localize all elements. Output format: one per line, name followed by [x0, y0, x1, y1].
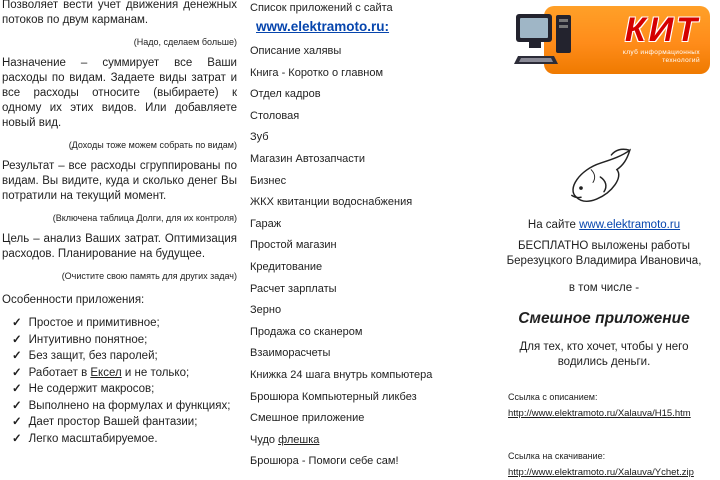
- feature-text: Простое и примитивное;: [28, 317, 160, 329]
- note-make-more: (Надо, сделаем больше): [133, 37, 237, 47]
- checkmark-icon: ✓: [12, 366, 22, 379]
- middle-column: [250, 2, 435, 477]
- purpose-paragraph: Назначение – суммирует все Ваши расходы по видам. Задаете виды затрат и все расходы относите (выбираете) к одному их этих видов. Или добавляете новый вид.: [2, 57, 237, 129]
- feature-text: Работает в Ексел и не только;: [28, 366, 190, 379]
- app-list-item: Чудо флешка: [250, 433, 320, 446]
- features-list: [2, 315, 237, 447]
- checkmark-icon: ✓: [12, 333, 22, 346]
- app-list-item: Расчет зарплаты: [250, 282, 337, 295]
- feature-text: Без защит, без паролей;: [28, 350, 158, 362]
- kit-logo: [518, 4, 710, 76]
- apps-list-link-line: [250, 18, 435, 36]
- feature-item: [12, 365, 237, 382]
- app-list-item: Простой магазин: [250, 239, 337, 252]
- feature-text: Легко масштабируемое.: [28, 432, 158, 445]
- note-free-memory: (Очистите свою память для других задач): [61, 271, 237, 281]
- feature-item: [12, 431, 237, 448]
- logo-title: КИТ: [624, 11, 700, 49]
- feature-item: [12, 414, 237, 431]
- description-link-block: [508, 391, 720, 421]
- download-link[interactable]: http://www.elektramoto.ru/Xalauva/Ychet.zip: [508, 467, 694, 478]
- note-debts-table: (Включена таблица Долги, для их контроля): [52, 213, 237, 223]
- feature-item: [12, 398, 237, 415]
- checkmark-icon: ✓: [12, 416, 22, 428]
- app-list-item: Кредитование: [250, 260, 323, 273]
- app-list-item: Зерно: [250, 304, 282, 317]
- app-list-item: Столовая: [250, 109, 300, 122]
- description-link-label: Ссылка с описанием:: [508, 392, 598, 402]
- app-list-item: Брошюра - Помоги себе сам!: [250, 455, 399, 468]
- feature-text: Выполнено на формулах и функциях;: [28, 399, 231, 412]
- logo-subtitle: клуб информационных технологий: [622, 49, 700, 64]
- site-link[interactable]: www.elektramoto.ru: [579, 219, 681, 231]
- note-incomes: (Доходы тоже можем собрать по видам): [68, 140, 237, 150]
- description-link[interactable]: http://www.elektramoto.ru/Xalauva/H15.htm: [508, 408, 691, 419]
- funny-app-title: Смешное приложение: [518, 310, 690, 327]
- app-list-item: Взаиморасчеты: [250, 347, 331, 360]
- app-list-item: Брошюра Компьютерный ликбез: [250, 390, 417, 403]
- app-list-item: ЖКХ квитанции водоснабжения: [250, 196, 413, 209]
- app-list-item: Книжка 24 шага внутрь компьютера: [250, 368, 433, 381]
- feature-text: Дает простор Вашей фантазии;: [28, 416, 198, 428]
- checkmark-icon: ✓: [12, 350, 22, 362]
- checkmark-icon: ✓: [12, 432, 22, 445]
- app-list-item: Описание халявы: [250, 45, 342, 57]
- checkmark-icon: ✓: [12, 399, 22, 412]
- app-list-item: Смешное приложение: [250, 412, 365, 425]
- funny-app-description: Для тех, кто хочет, чтобы у него водились деньги.: [519, 341, 689, 368]
- feature-item: [12, 381, 237, 398]
- goal-paragraph: Цель – анализ Ваших затрат. Оптимизация расходов. Планирование на будущее.: [2, 233, 237, 260]
- right-column: [488, 0, 720, 480]
- apps-list-title: Список приложений с сайта: [250, 2, 393, 14]
- app-list-item: Продажа со сканером: [250, 325, 363, 338]
- download-link-label: Ссылка на скачивание:: [508, 451, 606, 461]
- app-list-item: Книга - Коротко о главном: [250, 66, 384, 79]
- features-title: Особенности приложения:: [2, 294, 145, 306]
- app-list-item: Зуб: [250, 131, 269, 144]
- app-list-item: Магазин Автозапчасти: [250, 152, 365, 165]
- fish-drawing: [558, 142, 650, 212]
- including-text: в том числе -: [568, 282, 640, 294]
- checkmark-icon: ✓: [12, 317, 22, 329]
- app-list-item: Бизнес: [250, 174, 287, 187]
- feature-item: [12, 348, 237, 365]
- download-link-block: [508, 450, 720, 480]
- feature-item: [12, 332, 237, 349]
- app-list-item: Отдел кадров: [250, 88, 321, 101]
- site-line: [488, 218, 720, 233]
- intro-paragraph: Позволяет вести учет движения денежных потоков по двум карманам.: [2, 0, 237, 26]
- left-column: [0, 0, 237, 447]
- site-link[interactable]: www.elektramoto.ru:: [256, 19, 390, 34]
- site-line-prefix: На сайте: [527, 219, 580, 231]
- apps-list: [250, 45, 435, 467]
- result-paragraph: Результат – все расходы сгруппированы по видам. Вы видите, куда и сколько денег Вы потратили на текущий момент.: [2, 160, 237, 202]
- computer-icon: [514, 10, 576, 70]
- feature-text: Не содержит макросов;: [28, 383, 155, 395]
- feature-text: Интуитивно понятное;: [28, 333, 148, 346]
- checkmark-icon: ✓: [12, 383, 22, 395]
- feature-item: [12, 315, 237, 332]
- app-list-item: Гараж: [250, 217, 282, 230]
- free-works-text: БЕСПЛАТНО выложены работы Березуцкого Владимира Ивановича,: [506, 240, 702, 267]
